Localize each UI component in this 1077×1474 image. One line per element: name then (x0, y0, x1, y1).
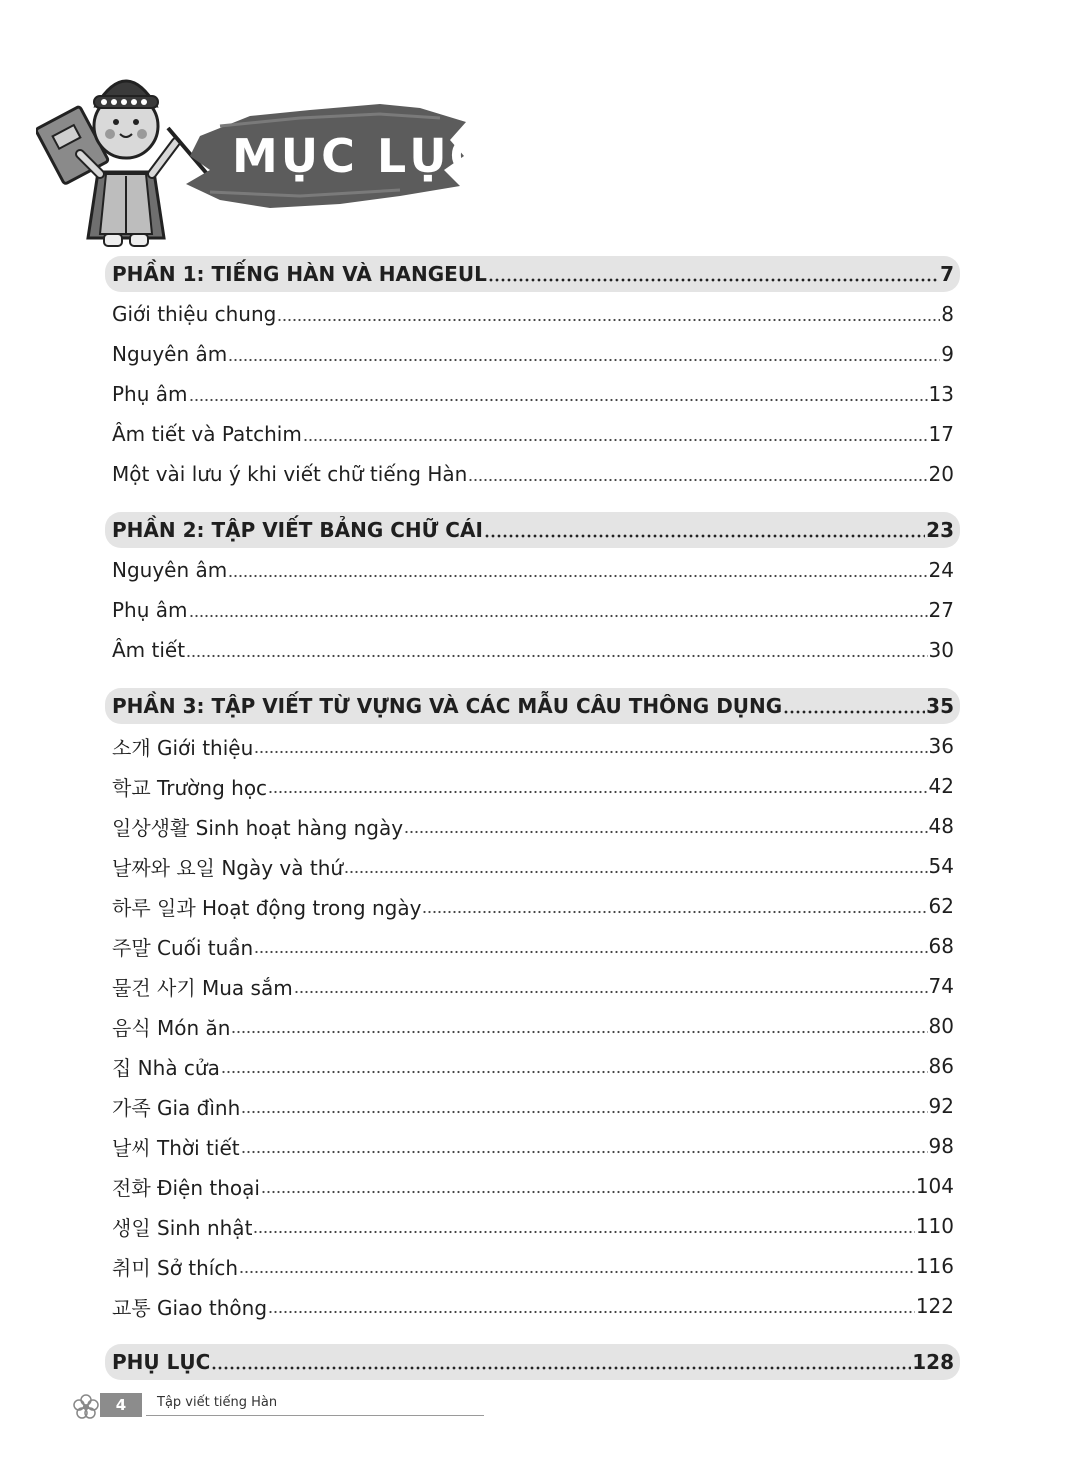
toc-entry (105, 334, 960, 374)
toc-entry (105, 1166, 960, 1206)
toc-entry (105, 1206, 960, 1246)
toc-entry-page: 17 (928, 422, 954, 446)
toc-entry (105, 1286, 960, 1326)
section-header-page: 7 (940, 262, 954, 286)
dot-leader (241, 1136, 928, 1156)
dot-leader (239, 1256, 915, 1276)
toc-entry-page: 86 (928, 1054, 954, 1078)
toc-entry-page: 42 (928, 774, 954, 798)
toc-entry (105, 926, 960, 966)
toc-entry (105, 374, 960, 414)
toc-entry-label: 전화 Điện thoại (112, 1175, 260, 1200)
toc-entry-label: 학교 Trường học (112, 775, 268, 800)
toc-entry-label: 하루 일과 Hoạt động trong ngày (112, 895, 422, 920)
toc-entry (105, 1126, 960, 1166)
dot-leader (277, 304, 940, 324)
dot-leader (253, 1216, 914, 1236)
toc-entry-page: 104 (915, 1174, 954, 1198)
dot-leader (294, 976, 928, 996)
toc-entry-label: 취미 Sở thích (112, 1255, 239, 1280)
section-header (105, 1344, 960, 1380)
dot-leader (303, 424, 928, 444)
toc-entry-label: Âm tiết (112, 638, 186, 662)
toc-entry-label: 가족 Gia đình (112, 1095, 241, 1120)
toc-entry-label: 음식 Món ăn (112, 1015, 231, 1040)
dot-leader (189, 384, 928, 404)
dot-leader (404, 816, 927, 836)
toc-entry-page: 20 (928, 462, 954, 486)
dot-leader (268, 1296, 915, 1316)
section-header (105, 512, 960, 548)
page-title: MỤC LỤC (232, 129, 487, 183)
dot-leader (221, 1056, 928, 1076)
section-header-label: PHẦN 3: TẬP VIẾT TỪ VỰNG VÀ CÁC MẪU CÂU THÔNG DỤNG (112, 694, 783, 718)
toc-entry-page: 30 (928, 638, 954, 662)
footer-page-number: 4 (100, 1393, 142, 1417)
dot-leader (254, 736, 927, 756)
toc-entry (105, 1046, 960, 1086)
toc-entry (105, 1006, 960, 1046)
dot-leader (268, 776, 928, 796)
dot-leader (211, 1352, 911, 1372)
toc-entry-page: 8 (941, 302, 954, 326)
toc-section (105, 1344, 960, 1380)
dot-leader (241, 1096, 927, 1116)
toc-entry (105, 766, 960, 806)
toc-entry-page: 110 (915, 1214, 954, 1238)
toc-entry-label: 집 Nhà cửa (112, 1055, 220, 1080)
toc-entry-label: Nguyên âm (112, 342, 228, 366)
toc-entry-label: 일상생활 Sinh hoạt hàng ngày (112, 815, 404, 840)
dot-leader (189, 600, 928, 620)
section-header-page: 128 (912, 1350, 954, 1374)
toc-entry (105, 1246, 960, 1286)
dot-leader (186, 640, 927, 660)
toc-entry-page: 68 (928, 934, 954, 958)
toc-entry-label: Giới thiệu chung (112, 302, 277, 326)
toc-entry-page: 74 (928, 974, 954, 998)
toc-entry-page: 36 (928, 734, 954, 758)
toc-entry-label: Phụ âm (112, 382, 188, 406)
toc-entry-label: 교통 Giao thông (112, 1295, 268, 1320)
toc-entry (105, 590, 960, 630)
toc-section (105, 688, 960, 1326)
flower-icon (72, 1393, 100, 1421)
toc-entry-label: 생일 Sinh nhật (112, 1215, 253, 1240)
toc-entry (105, 550, 960, 590)
toc-entry (105, 454, 960, 494)
toc-entry-page: 27 (928, 598, 954, 622)
toc-entry-page: 92 (928, 1094, 954, 1118)
toc-entry (105, 630, 960, 670)
dot-leader (422, 896, 927, 916)
dot-leader (228, 344, 940, 364)
toc-entry (105, 294, 960, 334)
toc-entry-page: 48 (928, 814, 954, 838)
toc-section (105, 512, 960, 670)
section-header-label: PHỤ LỤC (112, 1350, 211, 1374)
footer-divider (146, 1415, 484, 1416)
section-header (105, 256, 960, 292)
toc-entry-page: 13 (928, 382, 954, 406)
toc-entry (105, 886, 960, 926)
toc-entry-page: 54 (928, 854, 954, 878)
toc-entry-label: Âm tiết và Patchim (112, 422, 302, 446)
toc-entry-label: 소개 Giới thiệu (112, 735, 254, 760)
toc-entry (105, 414, 960, 454)
dot-leader (484, 520, 925, 540)
dot-leader (344, 856, 927, 876)
toc-entry-label: 주말 Cuối tuần (112, 935, 254, 960)
section-header-label: PHẦN 2: TẬP VIẾT BẢNG CHỮ CÁI (112, 518, 483, 542)
toc-entry-label: 날짜와 요일 Ngày và thứ (112, 855, 344, 880)
dot-leader (783, 696, 925, 716)
toc-section (105, 256, 960, 494)
toc-entry-label: Phụ âm (112, 598, 188, 622)
toc-entry (105, 806, 960, 846)
toc-entry-label: 물건 사기 Mua sắm (112, 975, 293, 1000)
toc-entry-page: 80 (928, 1014, 954, 1038)
section-header-label: PHẦN 1: TIẾNG HÀN VÀ HANGEUL (112, 262, 487, 286)
toc-entry (105, 966, 960, 1006)
toc-entry-page: 122 (915, 1294, 954, 1318)
table-of-contents (105, 256, 960, 1398)
toc-entry (105, 846, 960, 886)
dot-leader (228, 560, 927, 580)
section-header-page: 35 (926, 694, 954, 718)
toc-entry-label: Nguyên âm (112, 558, 228, 582)
dot-leader (488, 264, 939, 284)
dot-leader (231, 1016, 927, 1036)
section-header (105, 688, 960, 724)
dot-leader (261, 1176, 915, 1196)
section-header-page: 23 (926, 518, 954, 542)
toc-entry-page: 9 (941, 342, 954, 366)
toc-entry (105, 1086, 960, 1126)
toc-entry-label: 날씨 Thời tiết (112, 1135, 240, 1160)
toc-entry (105, 726, 960, 766)
toc-entry-page: 62 (928, 894, 954, 918)
dot-leader (468, 464, 927, 484)
toc-entry-label: Một vài lưu ý khi viết chữ tiếng Hàn (112, 462, 468, 486)
footer-book-title: Tập viết tiếng Hàn (157, 1395, 278, 1410)
toc-entry-page: 98 (928, 1134, 954, 1158)
toc-entry-page: 116 (915, 1254, 954, 1278)
dot-leader (254, 936, 927, 956)
toc-entry-page: 24 (928, 558, 954, 582)
